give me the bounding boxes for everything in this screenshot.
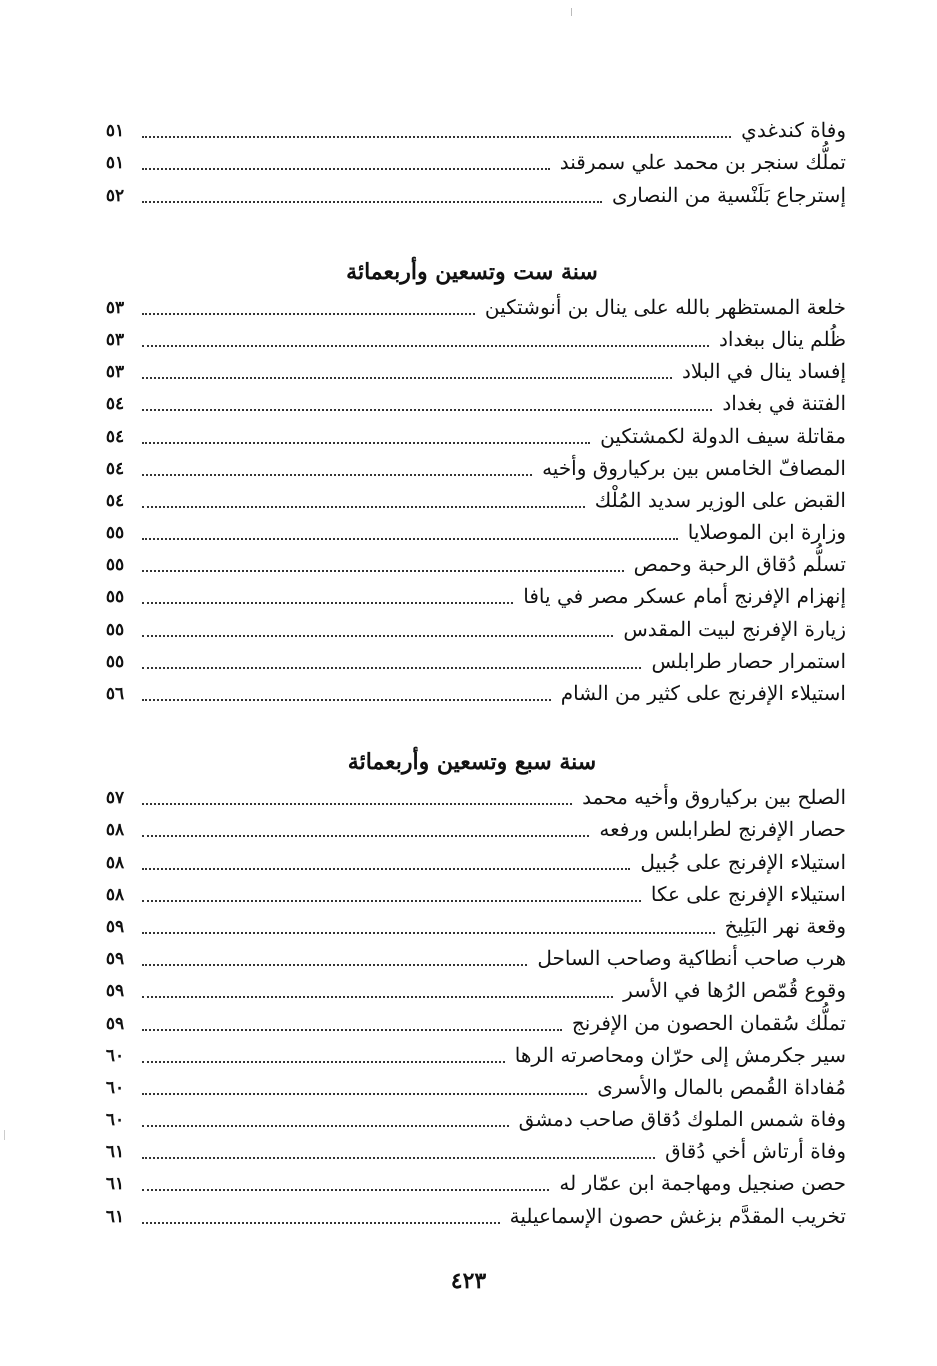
toc-entry <box>98 675 846 707</box>
toc-entry-page: ٥٤ <box>105 394 125 415</box>
toc-entry-title: إسترجاع بَلَنْسية من النصارى <box>611 182 846 207</box>
dot-leader <box>142 1060 505 1063</box>
dot-leader <box>142 1188 549 1191</box>
toc-entry-title: وفاة شمس الملوك دُقاق صاحب دمشق <box>518 1107 846 1132</box>
dot-leader <box>142 899 641 902</box>
dot-leader <box>142 1124 509 1127</box>
toc-entry-title: استيلاء الإفرنج على عكا <box>650 881 846 906</box>
toc-entry <box>98 972 846 1004</box>
toc-entry-title: وفاة كندغدي <box>741 118 846 143</box>
dot-leader <box>142 698 551 701</box>
toc-entry-page: ٥٥ <box>105 555 125 576</box>
toc-entry-title: القبض على الوزير سديد المُلْك <box>594 487 846 512</box>
toc-entry <box>98 643 846 675</box>
toc-entry-title: المصافّ الخامس بين بركياروق وأخيه <box>542 455 846 480</box>
toc-entry-title: ظُلم ينال ببغداد <box>718 326 846 351</box>
section-heading-496: سنة ست وتسعين وأربعمائة <box>346 258 598 285</box>
toc-entry-title: هرب صاحب أنطاكية وصاحب الساحل <box>537 946 846 971</box>
toc-entry-title: تملُّك سُقمان الحصون من الإفرنج <box>571 1010 846 1035</box>
toc-entry-title: إنهزام الإفرنج أمام عسكر مصر في يافا <box>523 584 846 609</box>
toc-entry-title: استمرار حصار طرابلس <box>651 648 846 673</box>
dot-leader <box>142 200 602 203</box>
toc-entry <box>98 144 846 176</box>
toc-entry-title: وقعة نهر البَلِيخ <box>724 913 846 938</box>
dot-leader <box>142 601 513 604</box>
scan-mark <box>571 8 572 16</box>
toc-entry-page: ٥٤ <box>105 426 125 447</box>
dot-leader <box>142 1092 587 1095</box>
toc-entry <box>98 1165 846 1197</box>
dot-leader <box>142 312 475 315</box>
toc-entry <box>98 321 846 353</box>
toc-entry-title: مقاتلة سيف الدولة لكمشتكين <box>600 423 846 448</box>
toc-entry <box>98 1197 846 1229</box>
dot-leader <box>142 441 590 444</box>
toc-entry-page: ٥٢ <box>105 185 125 206</box>
dot-leader <box>142 1156 655 1159</box>
toc-entry <box>98 1133 846 1165</box>
dot-leader <box>142 802 572 805</box>
dot-leader <box>142 931 715 934</box>
dot-leader <box>142 867 630 870</box>
toc-entry <box>98 1069 846 1101</box>
section-heading-497: سنة سبع وتسعين وأربعمائة <box>347 749 597 775</box>
dot-leader <box>142 634 613 637</box>
toc-entry-page: ٦٠ <box>105 1045 125 1066</box>
toc-section-496-list <box>98 289 846 707</box>
toc-entry <box>98 514 846 546</box>
toc-entry-title: إفساد ينال في البلاد <box>681 359 846 384</box>
toc-entry-title: استيلاء الإفرنج على كثير من الشام <box>560 681 846 705</box>
toc-entry-title: حصار الإفرنج لطرابلس ورفعه <box>599 817 846 842</box>
toc-entry-page: ٥٥ <box>105 619 125 640</box>
toc-entry <box>98 289 846 321</box>
toc-entry <box>98 779 846 811</box>
toc-entry-page: ٥٩ <box>105 981 125 1002</box>
toc-entry-title: حصن صنجيل ومهاجمة ابن عمّار له <box>559 1171 846 1196</box>
toc-entry-page: ٥٥ <box>105 523 125 544</box>
toc-entry-page: ٥٨ <box>105 820 125 841</box>
toc-entry <box>98 112 846 144</box>
toc-entry <box>98 1101 846 1133</box>
toc-entry-page: ٥٨ <box>105 852 125 873</box>
toc-entry <box>98 176 846 208</box>
toc-entry-title: الصلح بين بركياروق وأخيه محمد <box>582 785 846 810</box>
toc-entry <box>98 610 846 642</box>
toc-entry-page: ٥٦ <box>105 684 125 704</box>
toc-entry <box>98 385 846 417</box>
toc-entry <box>98 908 846 940</box>
toc-entry <box>98 353 846 385</box>
toc-entry-title: وقوع قُمّص الرُها في الأسر <box>623 978 846 1003</box>
dot-leader <box>142 376 672 379</box>
toc-entry-page: ٥٤ <box>105 458 125 479</box>
toc-entry <box>98 578 846 610</box>
toc-entry-page: ٦١ <box>105 1174 125 1195</box>
toc-entry-page: ٥٩ <box>105 1013 125 1034</box>
toc-entry-page: ٥٣ <box>105 329 125 350</box>
toc-entry-title: مُفاداة القُمص بالمال والأسرى <box>597 1074 846 1099</box>
toc-top-list <box>98 112 846 209</box>
toc-entry-page: ٥٧ <box>105 788 125 809</box>
toc-entry-title: الفتنة في بغداد <box>722 391 846 416</box>
toc-entry-page: ٥٤ <box>105 490 125 511</box>
dot-leader <box>142 569 624 572</box>
toc-entry-title: استيلاء الإفرنج على جُبيل <box>640 849 846 874</box>
toc-entry <box>98 876 846 908</box>
toc-entry-page: ٥٥ <box>105 651 125 672</box>
toc-entry-title: تخريب المقدَّم بزغش حصون الإسماعيلية <box>509 1203 846 1228</box>
toc-entry-page: ٥٨ <box>105 884 125 905</box>
toc-entry-page: ٥٣ <box>105 362 125 383</box>
toc-entry-page: ٦٠ <box>105 1077 125 1098</box>
toc-entry <box>98 482 846 514</box>
toc-entry-title: تملُّك سنجر بن محمد علي سمرقند <box>559 150 846 175</box>
dot-leader <box>142 135 731 138</box>
dot-leader <box>142 1221 500 1224</box>
toc-entry-title: تسلُّم دُقاق الرحبة وحمص <box>633 552 846 577</box>
toc-entry <box>98 843 846 875</box>
toc-entry-page: ٦١ <box>105 1142 125 1163</box>
dot-leader <box>142 473 532 476</box>
toc-entry <box>98 450 846 482</box>
toc-entry-page: ٥٣ <box>105 297 125 318</box>
dot-leader <box>142 995 613 998</box>
toc-entry <box>98 811 846 843</box>
toc-entry-page: ٥٩ <box>105 916 125 937</box>
toc-entry <box>98 1004 846 1036</box>
table-of-contents <box>98 112 846 1230</box>
toc-section-497-list <box>98 779 846 1230</box>
toc-entry <box>98 940 846 972</box>
dot-leader <box>142 344 709 347</box>
scan-mark <box>4 1130 5 1140</box>
toc-entry-page: ٥٥ <box>105 587 125 608</box>
toc-entry <box>98 546 846 578</box>
toc-entry-title: وزارة ابن الموصلايا <box>687 520 846 545</box>
toc-entry-page: ٥١ <box>105 121 125 142</box>
dot-leader <box>142 408 712 411</box>
toc-entry-page: ٥١ <box>105 153 125 174</box>
dot-leader <box>142 167 550 170</box>
dot-leader <box>142 537 678 540</box>
dot-leader <box>142 1028 562 1031</box>
toc-entry <box>98 417 846 449</box>
dot-leader <box>142 834 589 837</box>
toc-entry-title: وفاة أرتاش أخي دُقاق <box>665 1139 846 1164</box>
toc-entry-title: زيارة الإفرنج لبيت المقدس <box>623 616 846 641</box>
toc-entry-page: ٥٩ <box>105 949 125 970</box>
page-number: ٤٢٣ <box>450 1268 487 1294</box>
dot-leader <box>142 963 527 966</box>
toc-entry-page: ٦١ <box>105 1206 125 1227</box>
dot-leader <box>142 666 641 669</box>
dot-leader <box>142 505 585 508</box>
toc-entry-title: خلعة المستظهر بالله على ينال بن أنوشتكين <box>484 294 846 319</box>
toc-entry <box>98 1037 846 1069</box>
toc-entry-title: سير جكرمش إلى حرّان ومحاصرته الرها <box>514 1042 846 1067</box>
toc-entry-page: ٦٠ <box>105 1110 125 1131</box>
